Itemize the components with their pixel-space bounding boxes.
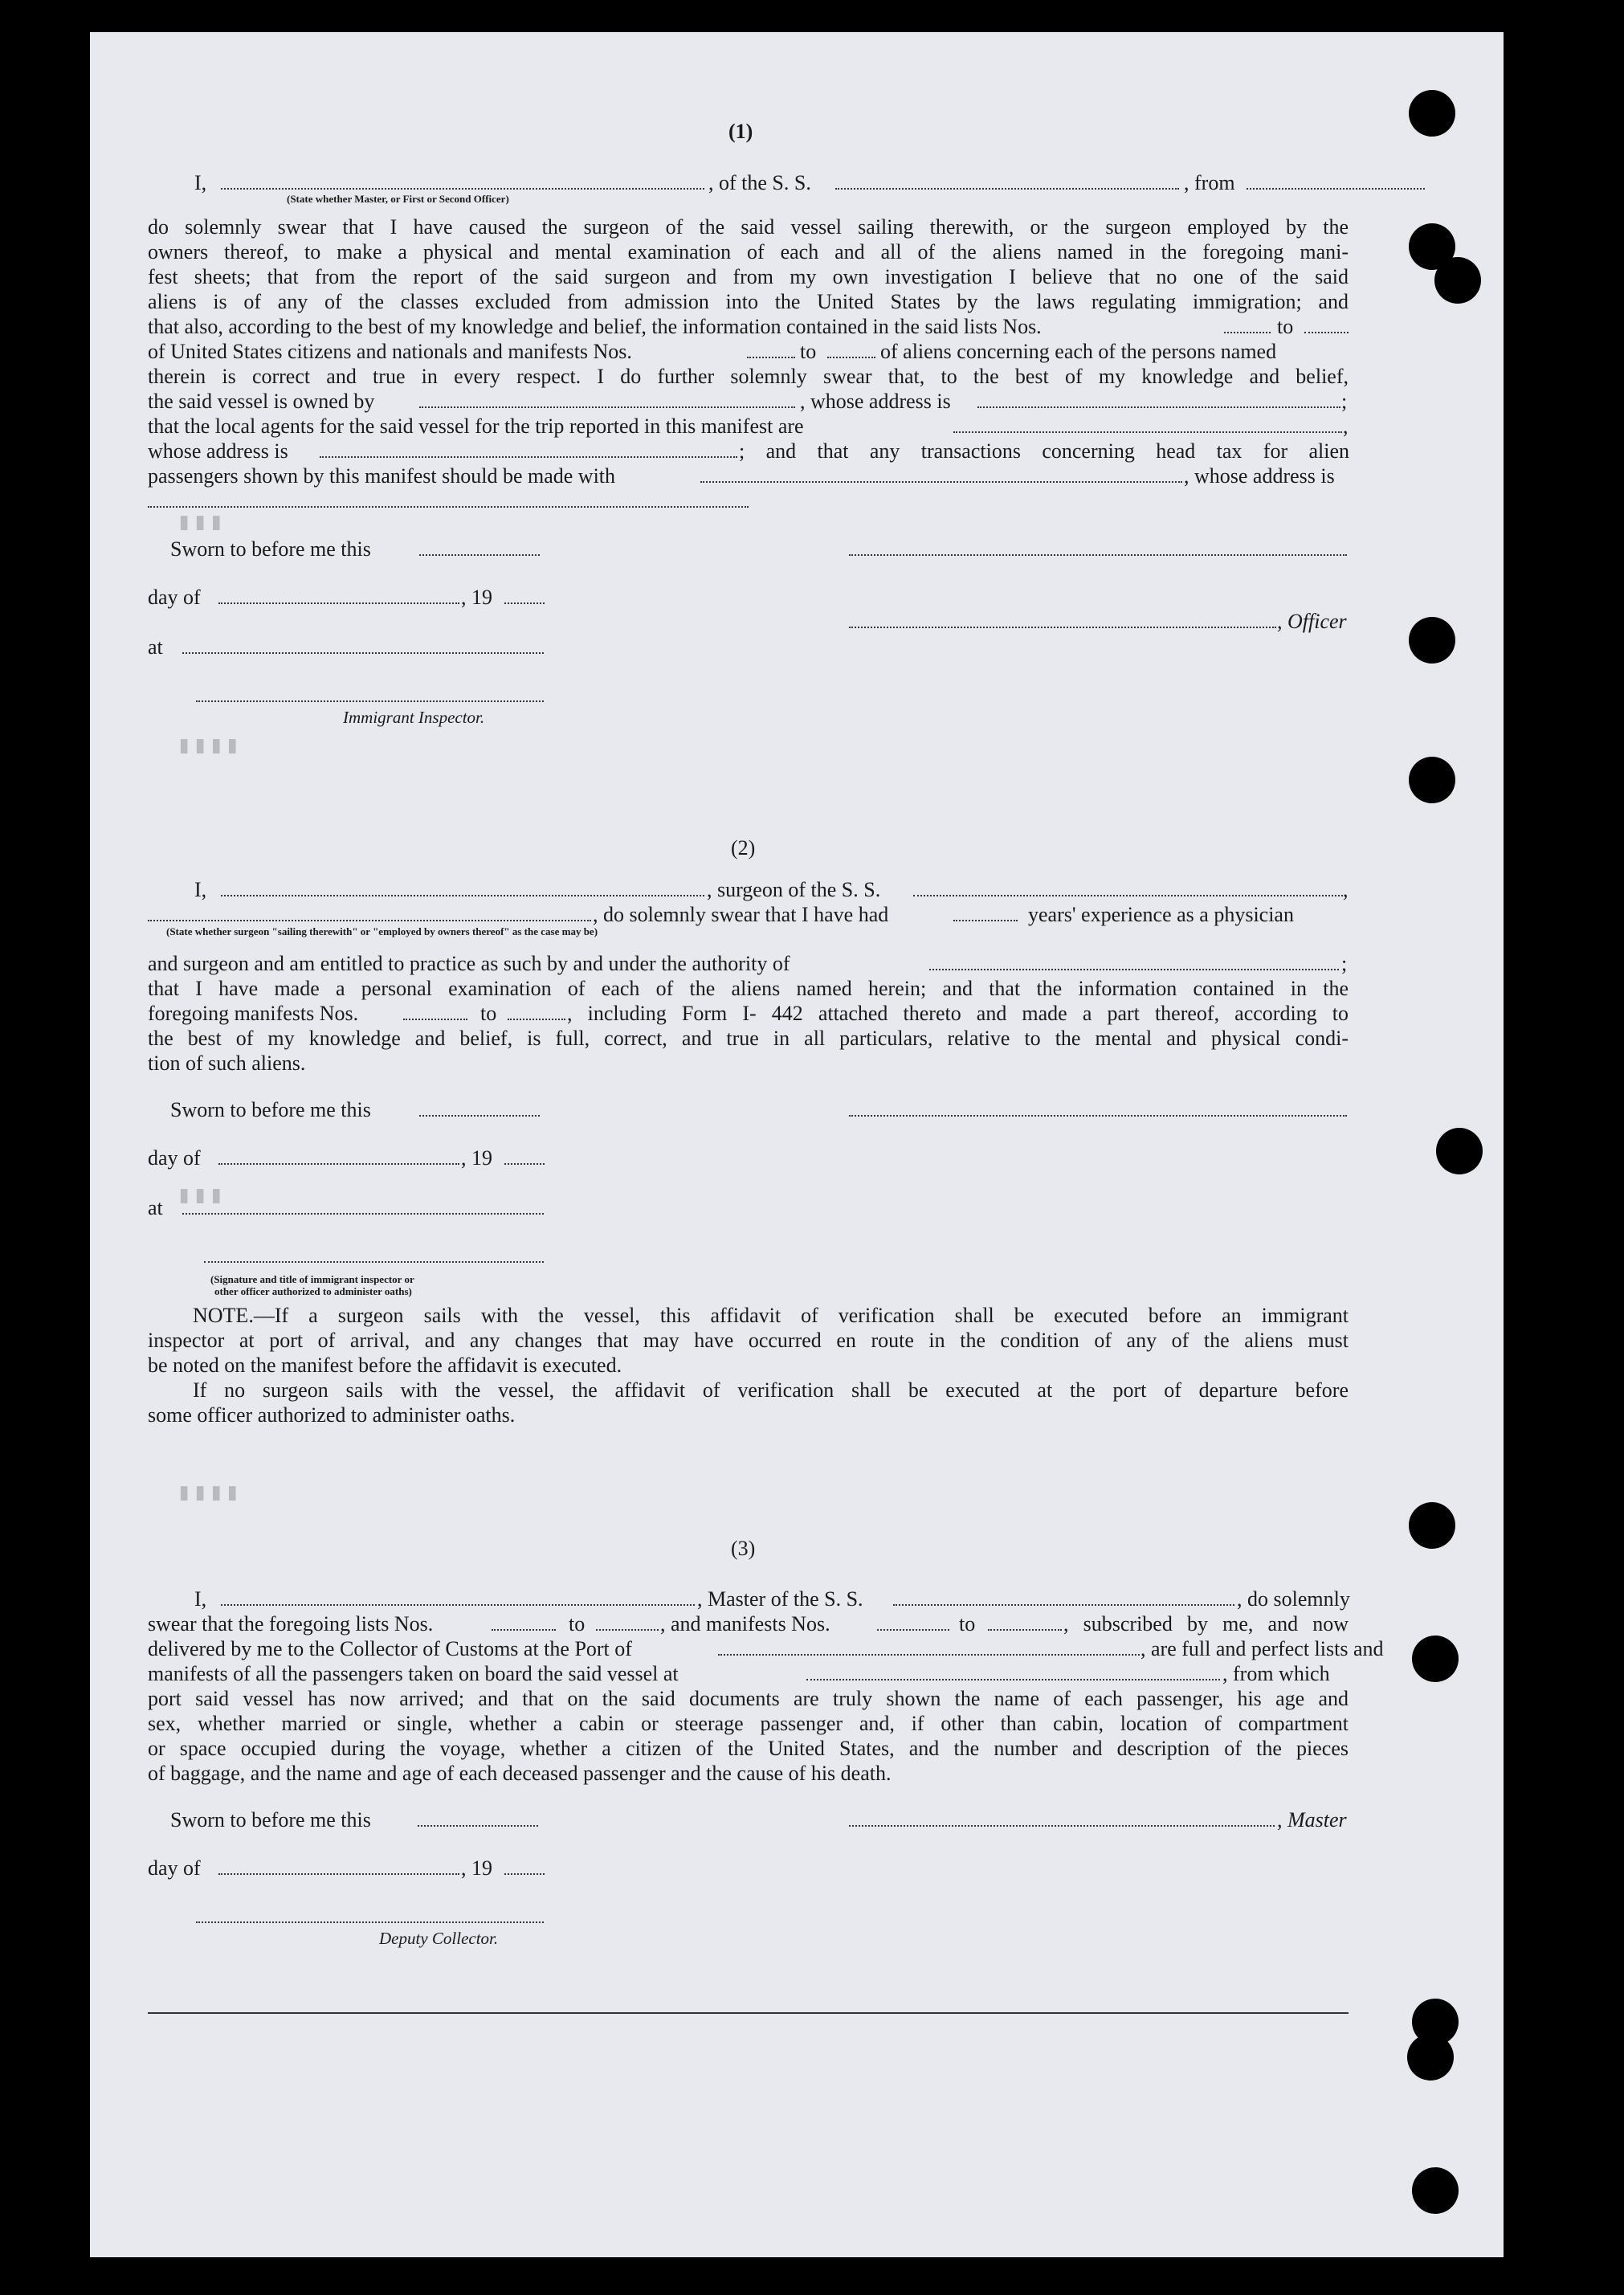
body-line: port said vessel has now arrived; and that on the said documents are truly shown the name of each passenger, his age and — [148, 1687, 1349, 1710]
sig-hint-2: other officer authorized to administer oaths) — [214, 1285, 412, 1297]
surgeon-signature-field[interactable] — [849, 1115, 1347, 1117]
faint-stamp: ▮▮▮ — [177, 1181, 226, 1209]
note-line: inspector at port of arrival, and any changes that may have occurred en route in the condition of any of the aliens must — [148, 1329, 1349, 1352]
from-which-label: , from which — [1222, 1662, 1330, 1685]
label-i: I, — [194, 878, 207, 901]
at-label: at — [148, 1196, 163, 1219]
body-line: do solemnly swear that I have caused the surgeon of the said vessel sailing therewith, or the surgeon employed by the — [148, 215, 1349, 239]
agent-address-field[interactable] — [320, 456, 737, 458]
surgeon-name-field[interactable] — [221, 895, 704, 896]
label-i: I, — [194, 171, 207, 194]
list-from-field[interactable] — [492, 1629, 556, 1631]
note-line: If no surgeon sails with the vessel, the affidavit of verification shall be executed at the port of departure before — [193, 1378, 1349, 1402]
agents-field[interactable] — [953, 431, 1342, 433]
day-of-label: day of — [148, 1146, 201, 1170]
punch-hole — [1412, 1635, 1459, 1682]
label-to: to — [569, 1612, 586, 1635]
body-line: tion of such aliens. — [148, 1052, 306, 1075]
body-line: of baggage, and the name and age of each deceased passenger and the cause of his death. — [148, 1762, 892, 1785]
head-tax-address-field[interactable] — [148, 506, 749, 508]
officer-name-field[interactable] — [221, 188, 704, 190]
officer-label: , Officer — [1277, 610, 1347, 633]
owned-by-label: the said vessel is owned by — [148, 390, 375, 413]
whose-address-end: , whose address is — [1184, 464, 1335, 488]
passengers-text: passengers shown by this manifest should be made with — [148, 464, 616, 488]
note-line: some officer authorized to administer oaths. — [148, 1403, 516, 1427]
list-to-field[interactable] — [1304, 332, 1349, 333]
inspector-signature-field[interactable] — [196, 700, 544, 702]
head-tax-text: ; and that any transactions concerning head tax for alien — [739, 439, 1349, 463]
vessel-name-field[interactable] — [835, 188, 1179, 190]
sworn-label: Sworn to before me this — [170, 1098, 371, 1121]
faint-stamp: ▮▮▮▮ — [177, 731, 242, 759]
sworn-label: Sworn to before me this — [170, 1808, 371, 1832]
sworn-date-field[interactable] — [419, 554, 540, 556]
surgeon-vessel-field[interactable] — [913, 895, 1343, 896]
body-line: the best of my knowledge and belief, is full, correct, and true in all particulars, relative to the mental and physical condi- — [148, 1027, 1349, 1050]
year-label: , 19 — [461, 1146, 492, 1170]
manifests-of-label: manifests of all the passengers taken on board the said vessel at — [148, 1662, 679, 1685]
bottom-rule — [148, 2012, 1349, 2014]
day-of-label: day of — [148, 1856, 201, 1880]
owner-field[interactable] — [419, 406, 795, 408]
surgeon-hint: (State whether surgeon "sailing therewith" or "employed by owners thereof" as the case may be) — [166, 925, 598, 937]
year-field[interactable] — [504, 602, 545, 604]
body-line: therein is correct and true in every respect. I do further solemnly swear that, to the best of my knowledge and belief, — [148, 365, 1349, 388]
faint-stamp: ▮▮▮▮ — [177, 1478, 242, 1506]
day-of-field[interactable] — [218, 1163, 459, 1165]
sworn-date-field[interactable] — [419, 1115, 540, 1117]
swear-label: , do solemnly swear that I have had — [593, 903, 889, 926]
punch-hole — [1407, 2034, 1454, 2081]
section-number: (2) — [731, 836, 756, 860]
master-name-field[interactable] — [221, 1604, 695, 1606]
body-line: that I have made a personal examination of each of the aliens named herein; and that the information contained in the — [148, 977, 1349, 1000]
faint-stamp: ▮▮▮ — [177, 508, 226, 536]
manifest-to-field[interactable] — [827, 357, 875, 358]
officer-title-field[interactable] — [849, 627, 1276, 628]
label-to: to — [800, 340, 817, 363]
manifests-label: foregoing manifests Nos. — [148, 1002, 359, 1025]
at-place-field[interactable] — [182, 652, 544, 654]
punch-hole — [1412, 2167, 1459, 2214]
sworn-label: Sworn to before me this — [170, 537, 371, 561]
body-line: aliens is of any of the classes excluded from admission into the United States by the laws regulating immigration; and — [148, 290, 1349, 313]
day-of-field[interactable] — [218, 602, 459, 604]
head-tax-agent-field[interactable] — [700, 481, 1182, 483]
sig-hint-1: (Signature and title of immigrant inspector or — [210, 1273, 414, 1285]
whose-address-label: , whose address is — [800, 390, 951, 413]
from-port-field[interactable] — [1247, 188, 1425, 190]
body-line: owners thereof, to make a physical and mental examination of each and all of the aliens named in the foregoing mani- — [148, 240, 1349, 263]
section-number: (3) — [731, 1537, 756, 1560]
manifest-affidavit-page: ▮▮▮ ▮▮▮▮ ▮▮▮ ▮▮▮▮ (1) I, , of the S. S. , from (State whether Master, or First or Second Officer) do solemnly swear that I have caused the surgeon of the said vessel sailing therewith, or the surgeon employed by the owners thereof, to make a physical and mental examination of each and all of the aliens named in the foregoing mani- fest sheets; that from the report of the said surgeon and from my own investigation I believe that no one of the said aliens is of any of the classes excluded from admission into the United States by the laws regulating immigration; and that also, according to the best of my knowledge and belief, the information contained in the said lists Nos. to of United States citizens and nationals and manifests Nos. to of aliens concerning each of the persons named therein is correct and true in every respect. I do further solemnly swear that, to the best of my knowledge and belief, the said vessel is owned by , whose address is ; that the local agents for the said vessel for the trip reported in this manifest are , whose address is ; and that any transactions concerning head tax for alien passengers shown by this manifest should be made with , whose address is Sworn to before me this day of , 19 , Officer at Immigrant Inspector. (2) I, , surgeon of the S. S. , , do solemnly swear that I have had years' experience as a physician (State whether surgeon "sailing therewith" or "employed by owners thereof" as the case may be) and surgeon and am entitled to practice as such by and under the authority of ; that I have made a personal examination of each of the aliens named herein; and that the information contained in the foregoing manifests Nos. to , including Form I- 442 attached thereto and made a part thereof, according to the best of my knowledge and belief, is full, correct, and true in all particulars, relative to the mental and physical condi- tion of such aliens. Sworn to before me this day of , 19 at (Signature and title of immigrant inspector or other officer authorized to administer oaths) NOTE.—If a surgeon sails with the vessel, this affidavit of verification shall be executed before an immigrant inspector at port of arrival, and any changes that may have occurred en route in the condition of any of the aliens must be noted on the manifest before the affidavit is executed. If no surgeon sails with the vessel, the affidavit of verification shall be executed at the port of departure before some officer authorized to administer oaths. (3) I, , Master of the S. S. , do solemnly swear that the foregoing lists Nos. to , and manifests Nos. to , subscribed by me, and now delivered by me to the Collector of Customs at the Port of , are full and perfect lists and manifests of all the passengers taken on board the said vessel at , from which port said vessel has now arrived; and that on the said documents are truly shown the name of each passenger, his age and sex, whether married or single, whether a cabin or steerage passenger and, if other than cabin, location of compartment or space occupied during the voyage, whether a citizen of the United States, and the number and description of the pieces of baggage, and the name and age of each deceased passenger and the cause of his death. Sworn to before me this , Master day of , 19 Deputy Collector. — [90, 32, 1504, 2257]
manifests-text-end: of aliens concerning each of the persons named — [880, 340, 1277, 363]
authority-field[interactable] — [929, 969, 1339, 970]
years-label: years' experience as a physician — [1028, 903, 1294, 926]
surgeon-of-label: , surgeon of the S. S. — [707, 878, 881, 901]
officer-hint: (State whether Master, or First or Second Officer) — [287, 193, 509, 205]
sworn-date-field[interactable] — [418, 1825, 538, 1827]
body-line: fest sheets; that from the report of the said surgeon and from my own investigation I believe that no one of the said — [148, 265, 1349, 288]
full-lists-label: , are full and perfect lists and — [1140, 1637, 1384, 1660]
year-label: , 19 — [461, 1856, 492, 1880]
at-place-field[interactable] — [182, 1213, 544, 1215]
master-label: , Master — [1277, 1808, 1347, 1832]
collector-signature-field[interactable] — [196, 1921, 544, 1923]
manifest-to-field[interactable] — [508, 1019, 565, 1020]
inspector-label: Immigrant Inspector. — [343, 708, 485, 727]
agents-label: that the local agents for the said vessel for the trip reported in this manifest are — [148, 414, 804, 438]
port-field[interactable] — [718, 1654, 1140, 1656]
punch-hole — [1436, 1128, 1483, 1174]
section-number: (1) — [728, 120, 753, 143]
years-field[interactable] — [953, 920, 1018, 921]
day-of-field[interactable] — [218, 1873, 459, 1875]
day-of-label: day of — [148, 586, 201, 609]
manifest-from-field[interactable] — [403, 1019, 467, 1020]
master-signature-field[interactable] — [849, 1825, 1275, 1827]
list-from-field[interactable] — [1224, 332, 1271, 333]
manifest-from-field[interactable] — [877, 1629, 949, 1631]
label-to: to — [480, 1002, 497, 1025]
body-line: or space occupied during the voyage, whether a citizen of the United States, and the number and description of the pieces — [148, 1737, 1349, 1760]
swear-label: swear that the foregoing lists Nos. — [148, 1612, 434, 1635]
owner-address-field[interactable] — [977, 406, 1340, 408]
agent-address-label: whose address is — [148, 439, 288, 463]
year-label: , 19 — [461, 586, 492, 609]
manifests-text: of United States citizens and nationals and manifests Nos. — [148, 340, 632, 363]
punch-hole — [1409, 90, 1455, 137]
year-field[interactable] — [504, 1873, 545, 1875]
lists-text: that also, according to the best of my knowledge and belief, the information contained in the said lists Nos. — [148, 315, 1042, 338]
label-to: to — [1277, 315, 1294, 338]
manifest-to-field[interactable] — [988, 1629, 1062, 1631]
note-line: be noted on the manifest before the affidavit is executed. — [148, 1354, 622, 1377]
officer-signature-field[interactable] — [849, 554, 1347, 556]
label-of-ss: , of the S. S. — [708, 171, 811, 194]
year-field[interactable] — [504, 1163, 545, 1165]
punch-hole — [1434, 257, 1481, 304]
form-text: , including Form I- 442 attached thereto and made a part thereof, according to — [567, 1002, 1349, 1025]
master-of-label: , Master of the S. S. — [697, 1587, 863, 1611]
manifest-from-field[interactable] — [747, 357, 795, 358]
list-to-field[interactable] — [596, 1629, 659, 1631]
note-line: NOTE.—If a surgeon sails with the vessel, this affidavit of verification shall be executed before an immigrant — [193, 1304, 1349, 1327]
delivered-label: delivered by me to the Collector of Customs at the Port of — [148, 1637, 632, 1660]
punch-hole — [1409, 1502, 1455, 1549]
surgeon-type-field[interactable] — [148, 920, 591, 921]
punch-hole — [1409, 757, 1455, 803]
label-i: I, — [194, 1587, 207, 1611]
collector-label: Deputy Collector. — [379, 1929, 499, 1948]
witness-signature-field[interactable] — [204, 1261, 544, 1263]
subscribed-label: , subscribed by me, and now — [1063, 1612, 1349, 1635]
authority-label: and surgeon and am entitled to practice as such by and under the authority of — [148, 952, 790, 975]
boarding-port-field[interactable] — [806, 1679, 1220, 1680]
manifests-label: , and manifests Nos. — [660, 1612, 830, 1635]
at-label: at — [148, 635, 163, 659]
master-vessel-field[interactable] — [893, 1604, 1234, 1606]
label-from: , from — [1184, 171, 1235, 194]
solemnly-label: , do solemnly — [1237, 1587, 1350, 1611]
body-line: sex, whether married or single, whether a cabin or steerage passenger and, if other than cabin, location of compartment — [148, 1712, 1349, 1735]
punch-hole — [1409, 617, 1455, 664]
label-to: to — [959, 1612, 976, 1635]
